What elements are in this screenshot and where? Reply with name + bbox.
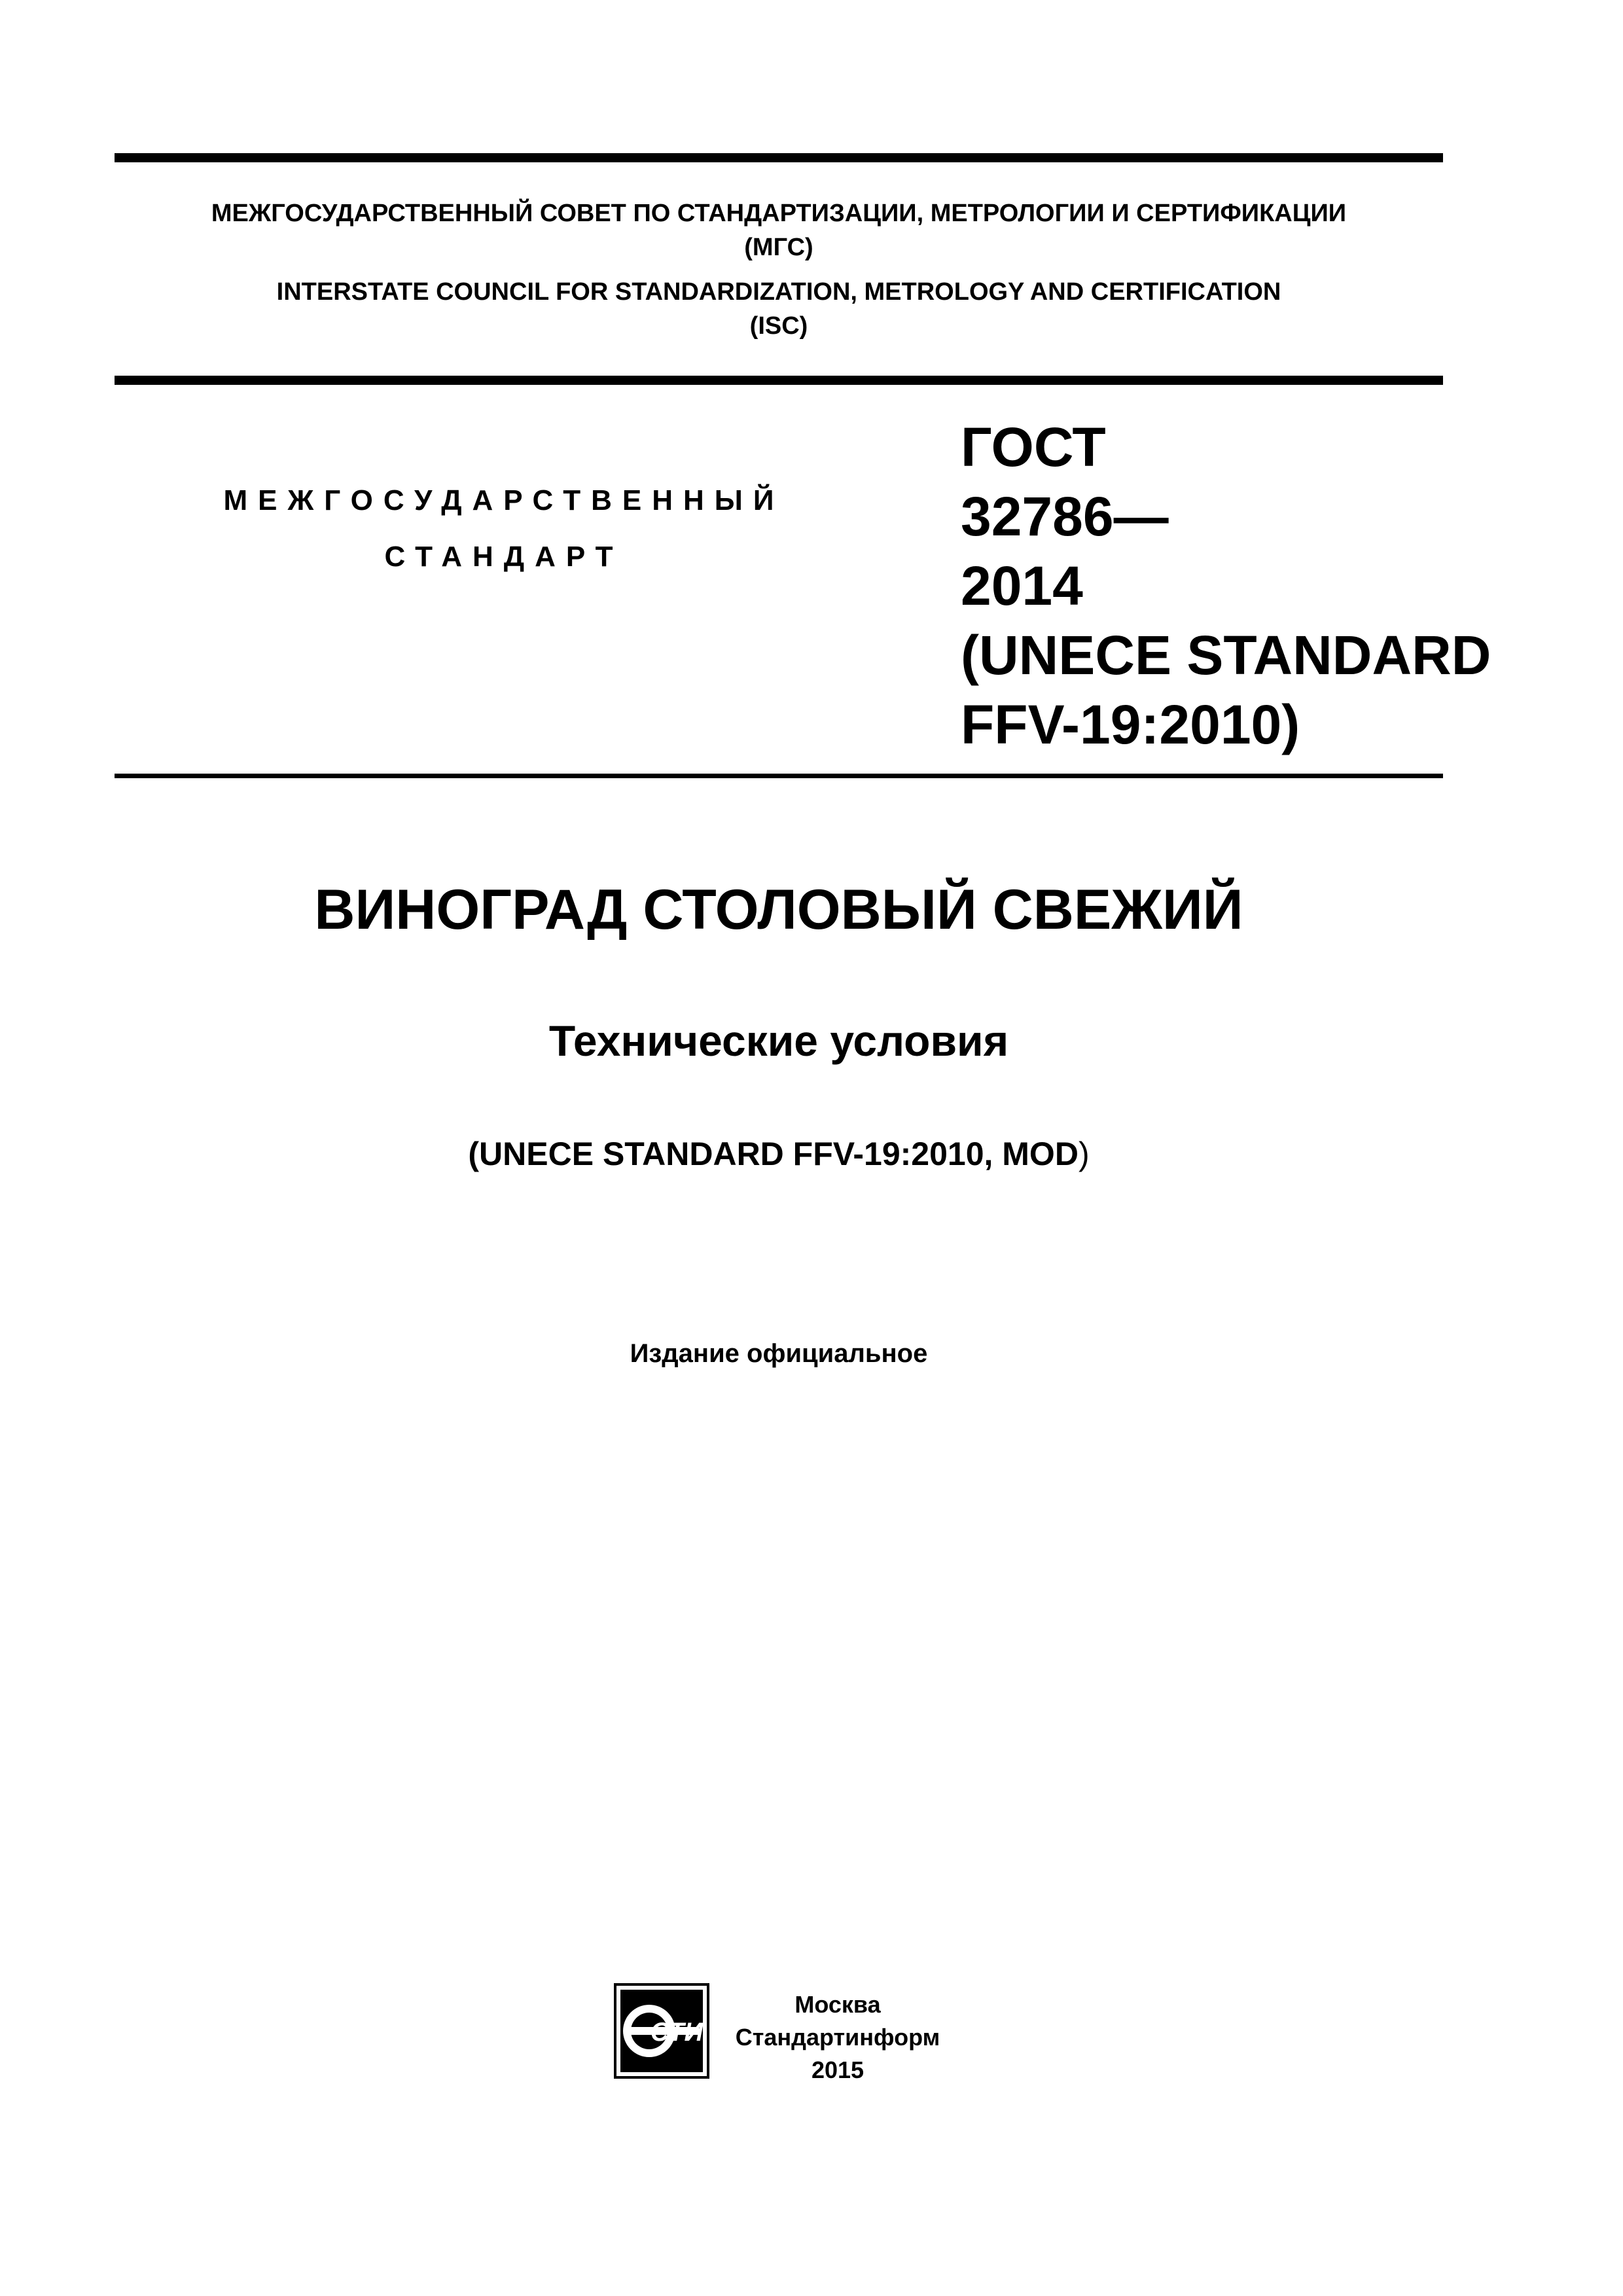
bottom-rule: [115, 774, 1443, 778]
middle-rule: [115, 376, 1443, 385]
standard-type-line2: СТАНДАРТ: [384, 541, 624, 573]
standartinform-logo-icon: [614, 1983, 709, 2079]
publisher-city: Москва: [794, 1991, 881, 2018]
standard-type-line1: МЕЖГОСУДАРСТВЕННЫЙ: [223, 484, 785, 516]
publication-year: 2015: [811, 2056, 865, 2083]
council-name-ru: [115, 196, 1443, 264]
publisher-name: Стандартинформ: [735, 2024, 940, 2051]
standard-type: [177, 473, 831, 585]
designation-line: 2014: [961, 555, 1083, 617]
modification-reference-close: ): [1078, 1136, 1090, 1172]
designation-line: 32786—: [961, 486, 1169, 547]
logo-text: СТИ: [650, 2018, 704, 2047]
council-name-ru-line1: МЕЖГОСУДАРСТВЕННЫЙ СОВЕТ ПО СТАНДАРТИЗАЦИИ, МЕТРОЛОГИИ И СЕРТИФИКАЦИИ: [211, 200, 1347, 227]
designation-line: ГОСТ: [961, 416, 1106, 478]
publisher-info: [713, 1988, 962, 2087]
council-abbr-en: (ISC): [749, 312, 808, 340]
standard-designation: [961, 412, 1491, 759]
designation-line: (UNECE STANDARD: [961, 624, 1491, 686]
document-title: ВИНОГРАД СТОЛОВЫЙ СВЕЖИЙ: [314, 878, 1243, 941]
council-name-en: [115, 275, 1443, 343]
council-name-en-line1: INTERSTATE COUNCIL FOR STANDARDIZATION, METROLOGY AND CERTIFICATION: [276, 278, 1281, 306]
top-rule: [115, 153, 1443, 162]
designation-line: FFV-19:2010): [961, 694, 1300, 755]
document-subtitle: Технические условия: [548, 1016, 1009, 1065]
modification-reference: [115, 1131, 1443, 1177]
council-abbr-ru: (МГС): [744, 234, 813, 261]
edition-label: Издание официальное: [630, 1339, 928, 1368]
modification-reference-text: (UNECE STANDARD FFV-19:2010, MOD: [468, 1136, 1079, 1172]
